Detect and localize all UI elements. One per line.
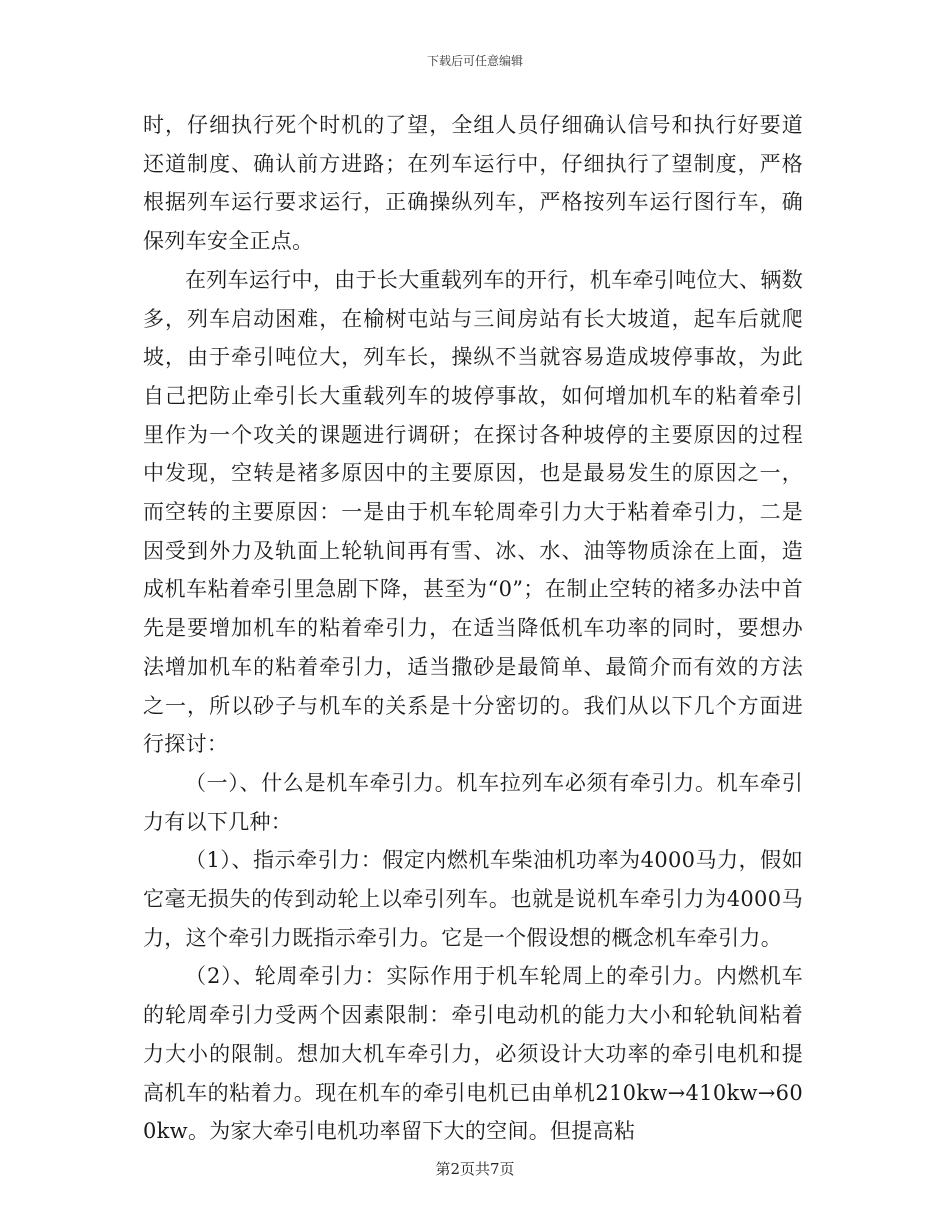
paragraph-continuation: 时，仔细执行死个时机的了望，全组人员仔细确认信号和执行好要道还道制度、确认前方进路；在列车运行中，仔细执行了望制度，严格根据列车运行要求运行，正确操纵列车，严格按列车运行图行车，确保列车安全正点。 <box>143 113 803 254</box>
section-heading-traction-definition: （一）、什么是机车牵引力。机车拉列车必须有牵引力。机车牵引力有以下几种： <box>143 770 803 834</box>
paragraph-wheel-traction: （2）、轮周牵引力：实际作用于机车轮周上的牵引力。内燃机车的轮周牵引力受两个因素限制：牵引电动机的能力大小和轮轨间粘着力大小的限制。想加大机车牵引力，必须设计大功率的牵引电机和提高机车的粘着力。现在机车的牵引电机已由单机210kw→410kw→600kw。为家大牵引电机功率留下大的空间。但提高粘 <box>143 964 803 1144</box>
page-header: 下载后可任意编辑 <box>426 54 523 68</box>
paragraph-traction-issue: 在列车运行中，由于长大重载列车的开行，机车牵引吨位大、辆数多，列车启动困难，在榆树屯站与三间房站有长大坡道，起车后就爬坡，由于牵引吨位大，列车长，操纵不当就容易造成坡停事故，为此自己把防止牵引长大重载列车的坡停事故，如何增加机车的粘着牵引里作为一个攻关的课题进行调研；在探讨各种坡停的主要原因的过程中发现，空转是褚多原因中的主要原因，也是最易发生的原因之一，而空转的主要原因：一是由于机车轮周牵引力大于粘着牵引力，二是因受到外力及轨面上轮轨间再有雪、冰、水、油等物质涂在上面，造成机车粘着牵引里急剧下降，甚至为“0”；在制止空转的褚多办法中首先是要增加机车的粘着牵引力，在适当降低机车功率的同时，要想办法增加机车的粘着牵引力，适当撒砂是最简单、最简介而有效的方法之一，所以砂子与机车的关系是十分密切的。我们从以下几个方面进行探讨： <box>143 267 803 757</box>
document-body <box>143 106 803 1151</box>
paragraph-indicated-traction: （1）、指示牵引力：假定内燃机车柴油机功率为4000马力，假如它毫无损失的传到动轮上以牵引列车。也就是说机车牵引力为4000马力，这个牵引力既指示牵引力。它是一个假设想的概念机车牵引力。 <box>143 848 803 950</box>
page-number: 第2页共7页 <box>435 1160 515 1178</box>
